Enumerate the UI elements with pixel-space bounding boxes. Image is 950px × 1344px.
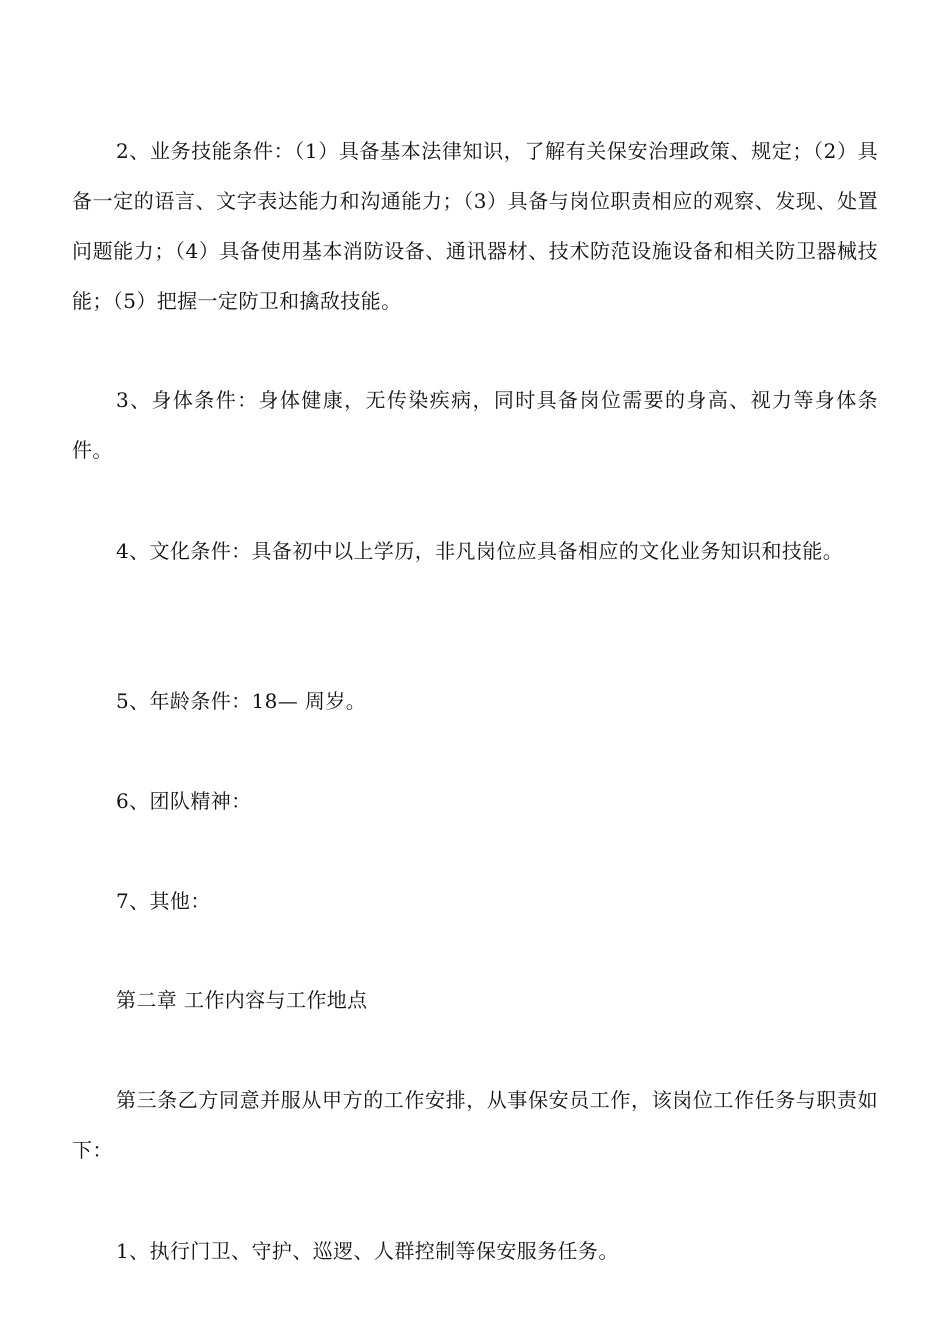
paragraph-team-spirit: 6、团队精神： [116,789,252,813]
paragraph-article-three: 第三条乙方同意并服从甲方的工作安排，从事保安员工作，该岗位工作任务与职责如下： [72,1088,878,1162]
paragraph-age-requirements: 5、年龄条件：18— 周岁。 [116,689,367,713]
paragraph-physical-requirements: 3、身体条件：身体健康，无传染疾病，同时具备岗位需要的身高、视力等身体条件。 [72,388,878,462]
chapter-heading: 第二章 工作内容与工作地点 [116,988,368,1012]
paragraph-other: 7、其他： [116,889,211,913]
paragraph-skill-requirements: 2、业务技能条件：（1）具备基本法律知识，了解有关保安治理政策、规定；（2）具备一定的语言、文字表达能力和沟通能力；（3）具备与岗位职责相应的观察、发现、处置问题能力；（4）具备使用基本消防设备、通讯器材、技术防范设施设备和相关防卫器械技能；（5）把握一定防卫和擒敌技能。 [72,139,878,313]
paragraph-education-requirements: 4、文化条件：具备初中以上学历，非凡岗位应具备相应的文化业务知识和技能。 [116,539,844,563]
paragraph-duty-one: 1、执行门卫、守护、巡逻、人群控制等保安服务任务。 [116,1239,619,1263]
